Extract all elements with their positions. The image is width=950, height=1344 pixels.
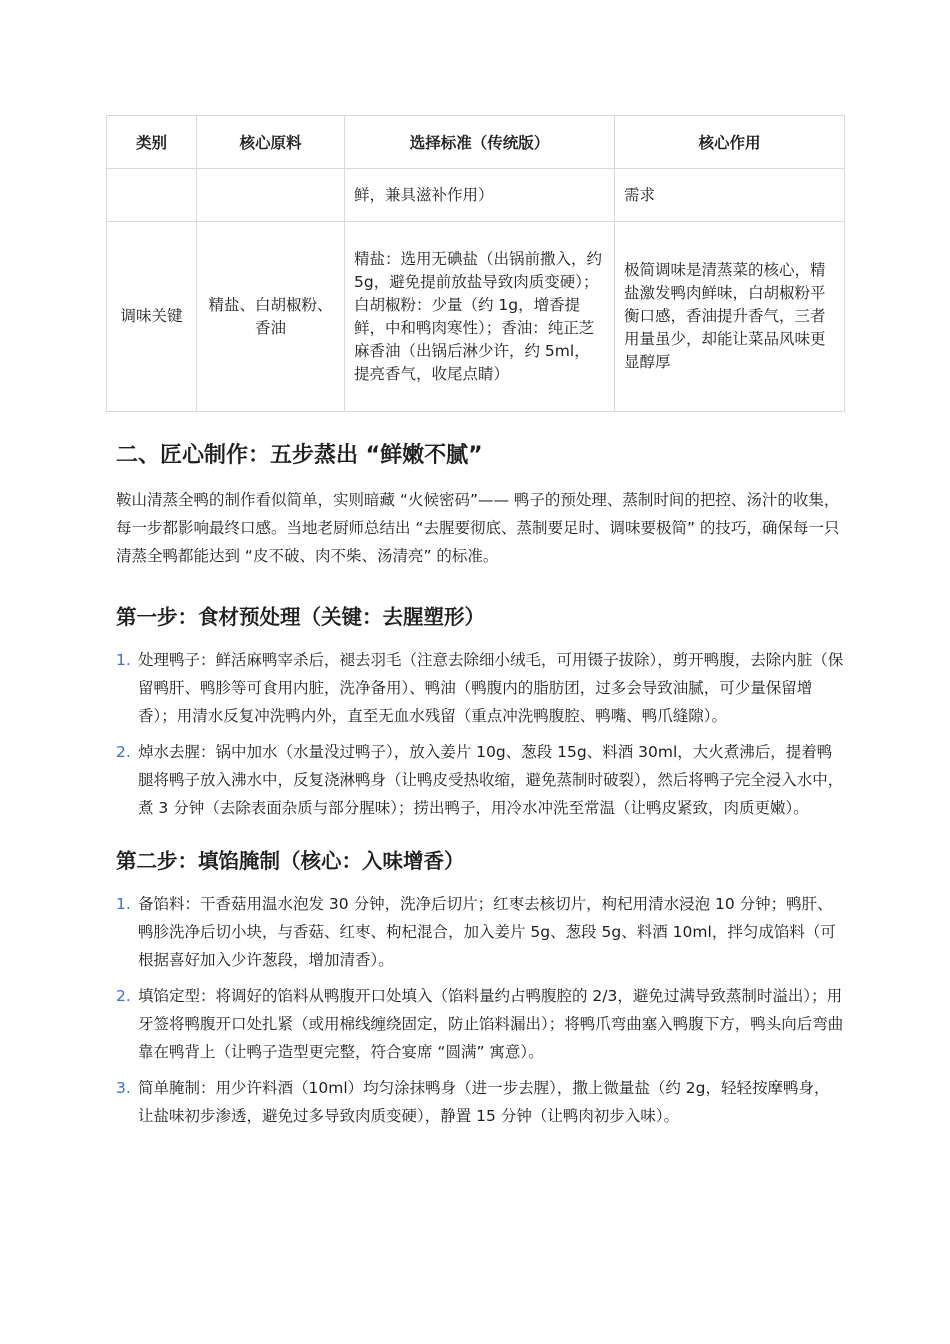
- table-row: [107, 169, 845, 222]
- document-page: [106, 115, 844, 1138]
- ingredient-table: [106, 115, 845, 412]
- step2-list: [106, 890, 844, 1130]
- step1-list: [106, 646, 844, 822]
- cell-standard: 鲜，兼具滋补作用）: [345, 169, 615, 222]
- list-item: [106, 646, 844, 730]
- list-number: 3.: [116, 1079, 131, 1097]
- section-intro: 鞍山清蒸全鸭的制作看似简单，实则暗藏 “火候密码”—— 鸭子的预处理、蒸制时间的把控、汤汁的收集，每一步都影响最终口感。当地老厨师总结出 “去腥要彻底、蒸制要足时、调味要极简” 的技巧，确保每一只清蒸全鸭都能达到 “皮不破、肉不柴、汤清亮” 的标准。: [116, 491, 840, 565]
- table-row: [107, 222, 845, 412]
- list-item: [106, 1074, 844, 1130]
- cell-ingredient: 精盐、白胡椒粉、香油: [197, 222, 345, 412]
- header-ingredient: 核心原料: [197, 116, 345, 169]
- list-number: 1.: [116, 895, 131, 913]
- header-standard: 选择标准（传统版）: [345, 116, 615, 169]
- list-text: 简单腌制：用少许料酒（10ml）均匀涂抹鸭身（进一步去腥），撒上微量盐（约 2g，轻轻按摩鸭身，让盐味初步渗透，避免过多导致肉质变硬），静置 15 分钟（让鸭肉初步入味）。: [138, 1079, 830, 1125]
- cell-ingredient: [197, 169, 345, 222]
- section-heading: 二、匠心制作：五步蒸出 “鲜嫩不腻”: [116, 443, 483, 468]
- list-text: 焯水去腥：锅中加水（水量没过鸭子），放入姜片 10g、葱段 15g、料酒 30ml，大火煮沸后，提着鸭腿将鸭子放入沸水中，反复浇淋鸭身（让鸭皮受热收缩，避免蒸制时破裂），然后将鸭子完全浸入水中，煮 3 分钟（去除表面杂质与部分腥味）；捞出鸭子，用冷水冲洗至常温（让鸭皮紧致，肉质更嫩）。: [138, 743, 844, 817]
- cell-role: 需求: [615, 169, 845, 222]
- list-item: [106, 738, 844, 822]
- step2-heading: 第二步：填馅腌制（核心：入味增香）: [116, 849, 465, 873]
- step1-heading: 第一步：食材预处理（关键：去腥塑形）: [116, 605, 485, 629]
- list-text: 填馅定型：将调好的馅料从鸭腹开口处填入（馅料量约占鸭腹腔的 2/3，避免过满导致蒸制时溢出）；用牙签将鸭腹开口处扎紧（或用棉线缠绕固定，防止馅料漏出）；将鸭爪弯曲塞入鸭腹下方，鸭头向后弯曲靠在鸭背上（让鸭子造型更完整，符合宴席 “圆满” 寓意）。: [138, 987, 844, 1061]
- list-number: 2.: [116, 743, 131, 761]
- list-text: 处理鸭子：鲜活麻鸭宰杀后，褪去羽毛（注意去除细小绒毛，可用镊子拔除），剪开鸭腹，去除内脏（保留鸭肝、鸭胗等可食用内脏，洗净备用）、鸭油（鸭腹内的脂肪团，过多会导致油腻，可少量保留增香）；用清水反复冲洗鸭内外，直至无血水残留（重点冲洗鸭腹腔、鸭嘴、鸭爪缝隙）。: [138, 651, 844, 725]
- list-text: 备馅料：干香菇用温水泡发 30 分钟，洗净后切片；红枣去核切片，枸杞用清水浸泡 10 分钟；鸭肝、鸭胗洗净后切小块，与香菇、红枣、枸杞混合，加入姜片 5g、葱段 5g、料酒 10ml，拌匀成馅料（可根据喜好加入少许葱段，增加清香）。: [138, 895, 836, 969]
- header-role: 核心作用: [615, 116, 845, 169]
- cell-category: [107, 169, 197, 222]
- cell-category: 调味关键: [107, 222, 197, 412]
- table-header-row: [107, 116, 845, 169]
- list-item: [106, 982, 844, 1066]
- cell-standard: 精盐：选用无碘盐（出锅前撒入，约 5g，避免提前放盐导致肉质变硬）；白胡椒粉：少量（约 1g，增香提鲜，中和鸭肉寒性）；香油：纯正芝麻香油（出锅后淋少许，约 5ml，提亮香气，收尾点睛）: [345, 222, 615, 412]
- list-number: 1.: [116, 651, 131, 669]
- list-number: 2.: [116, 987, 131, 1005]
- header-category: 类别: [107, 116, 197, 169]
- list-item: [106, 890, 844, 974]
- cell-role: 极简调味是清蒸菜的核心，精盐激发鸭肉鲜味，白胡椒粉平衡口感，香油提升香气，三者用量虽少，却能让菜品风味更显醇厚: [615, 222, 845, 412]
